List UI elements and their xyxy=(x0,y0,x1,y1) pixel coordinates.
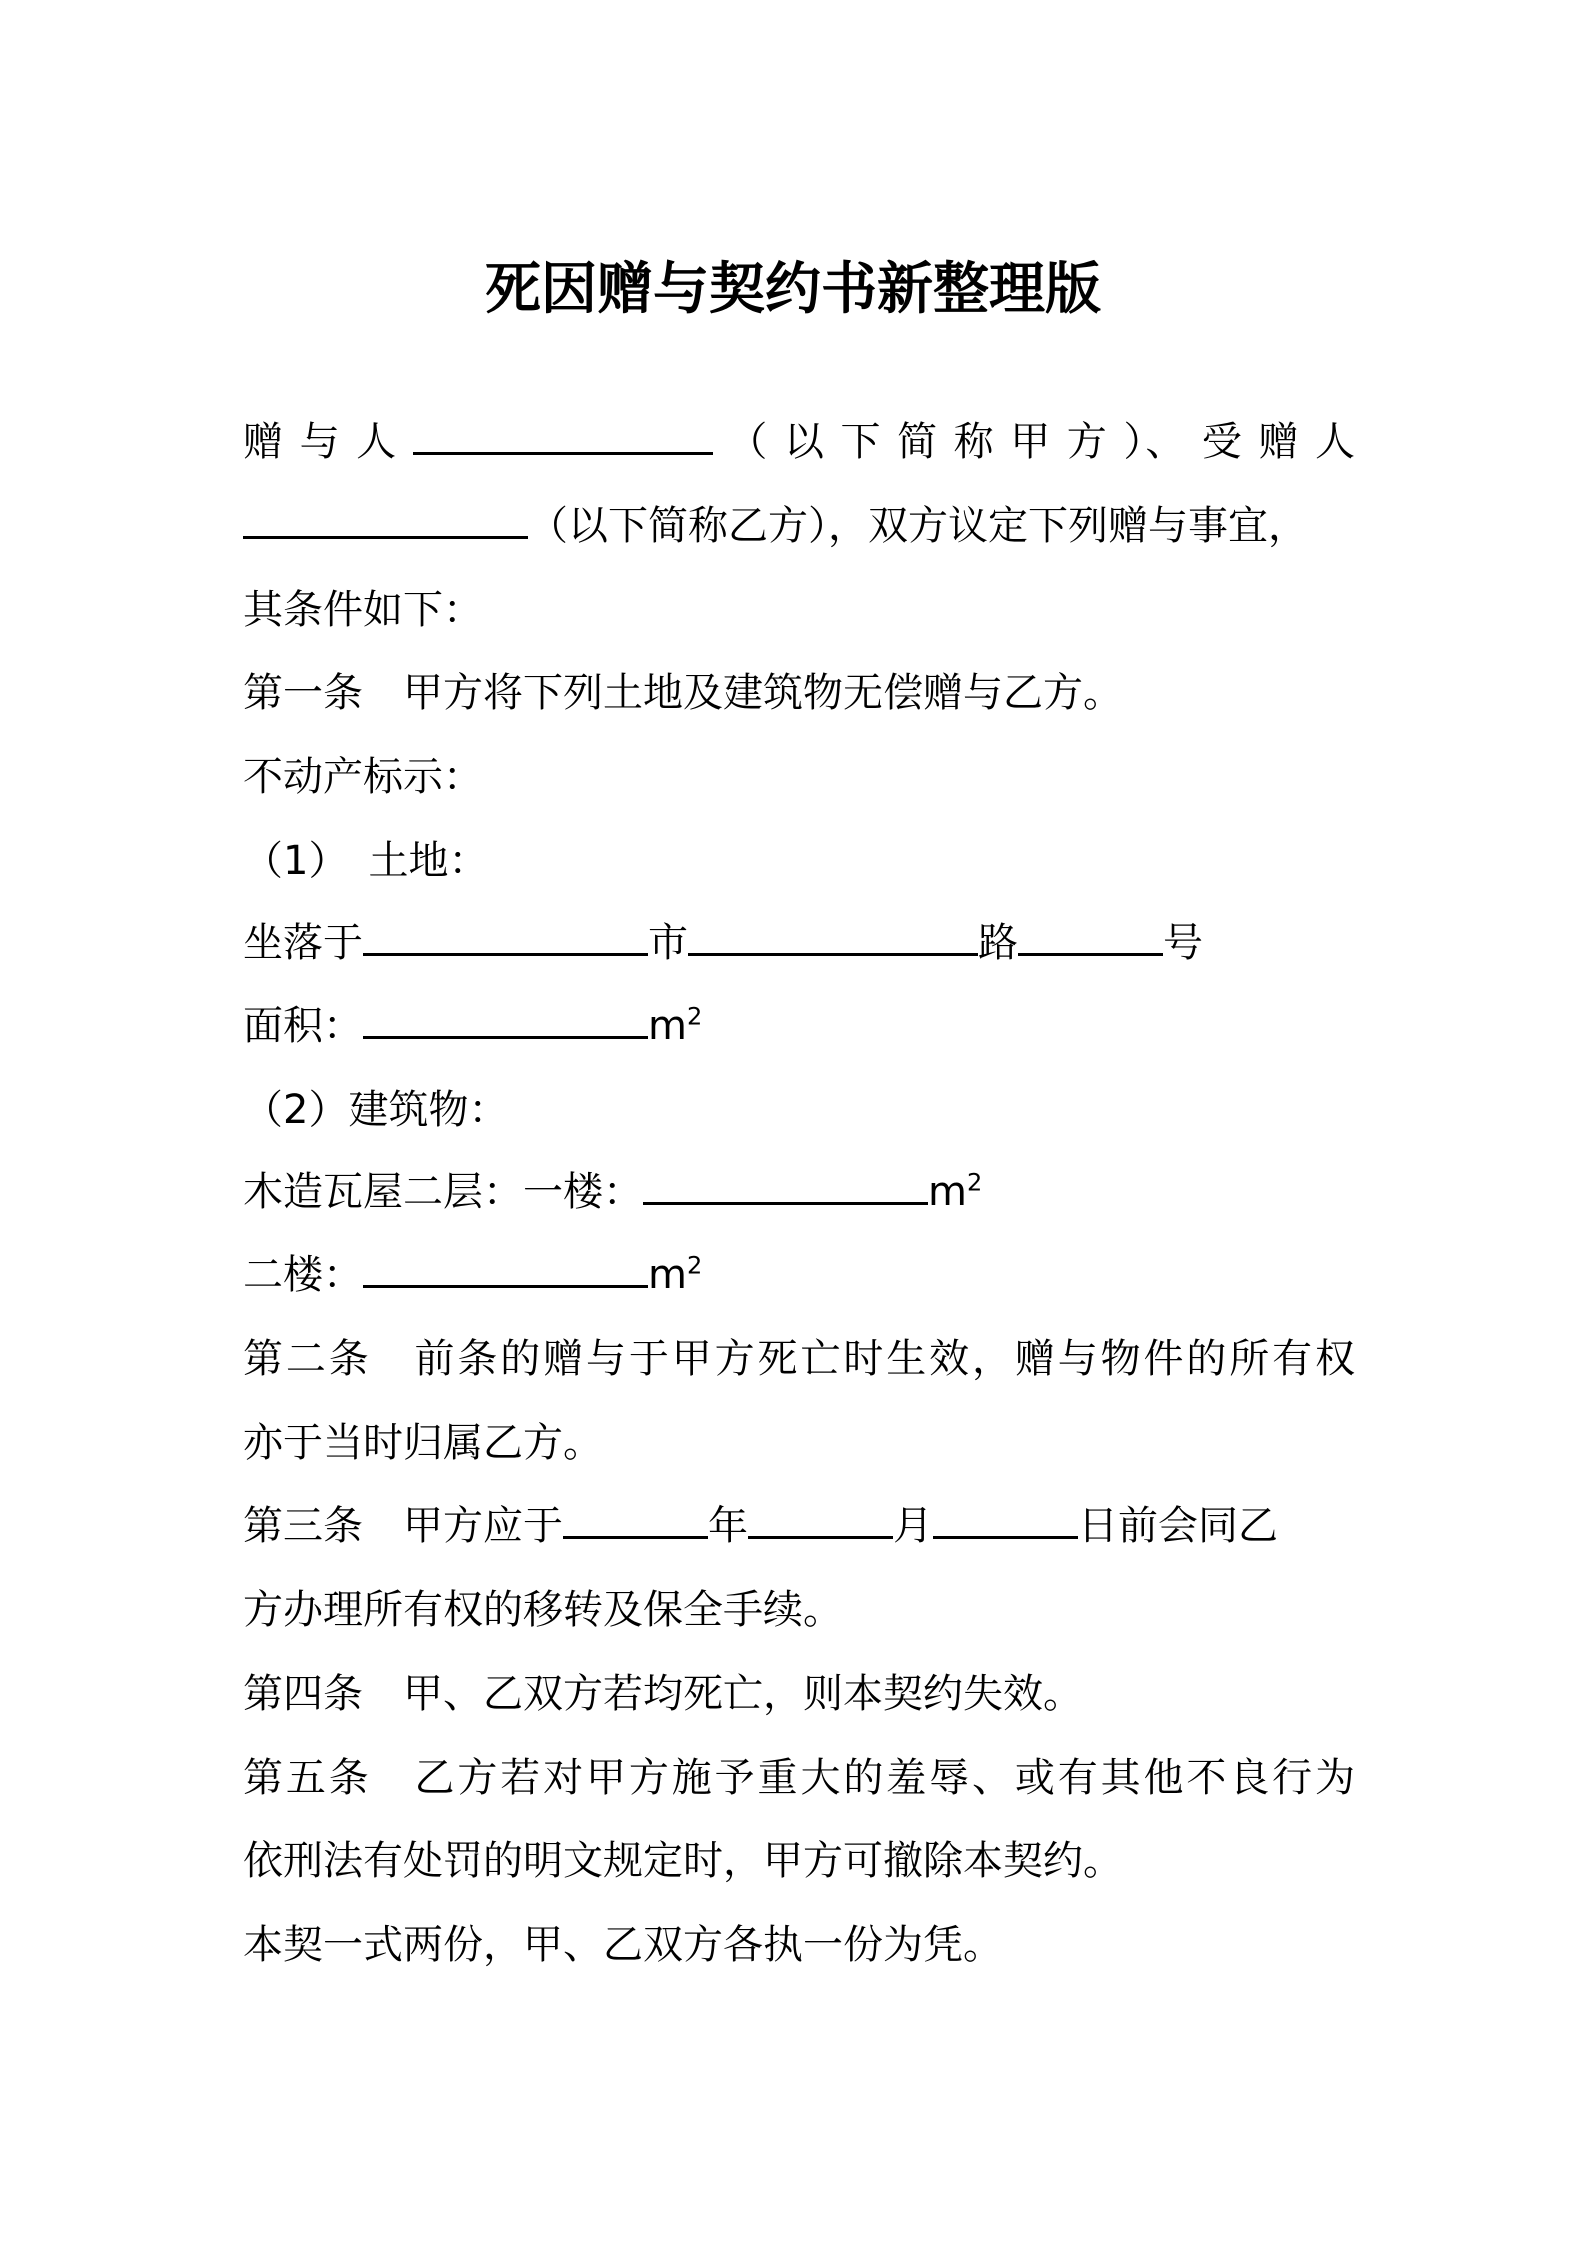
donee-label: 受 赠 人 xyxy=(1201,419,1356,465)
building-floor1-line xyxy=(243,1162,1355,1222)
intro-line-1 xyxy=(243,412,1355,472)
article-3-line-1 xyxy=(243,1496,1355,1556)
party-a-note: （ 以 下 简 称 甲 方 ） xyxy=(727,419,1146,465)
donee-blank[interactable] xyxy=(243,500,528,539)
closing-line: 本契一式两份，甲、乙双方各执一份为凭。 xyxy=(243,1922,1003,1968)
city-label: 市 xyxy=(648,920,688,966)
area-unit-superscript: 2 xyxy=(686,1002,703,1031)
land-heading: （1） 土地： xyxy=(243,838,489,884)
land-area-line xyxy=(243,996,1355,1056)
article-4: 第四条 甲、乙双方若均死亡，则本契约失效。 xyxy=(243,1671,1083,1717)
document-title: 死因赠与契约书新整理版 xyxy=(485,257,1101,322)
article-5-line-1: 第五条 乙方若对甲方施予重大的羞辱、或有其他不良行为 xyxy=(243,1755,1355,1801)
donor-blank[interactable] xyxy=(413,416,713,455)
city-blank[interactable] xyxy=(363,917,648,956)
article-2-line-2: 亦于当时归属乙方。 xyxy=(243,1420,603,1466)
land-location-line xyxy=(243,913,1355,973)
article-2-line-1: 第二条 前条的赠与于甲方死亡时生效，赠与物件的所有权 xyxy=(243,1336,1355,1382)
separator: 、 xyxy=(1145,419,1188,465)
year-blank[interactable] xyxy=(563,1500,708,1539)
location-prefix: 坐落于 xyxy=(243,920,363,966)
day-blank[interactable] xyxy=(933,1500,1078,1539)
day-rest: 日前会同乙 xyxy=(1078,1503,1278,1549)
party-b-note: （以下简称乙方），双方议定下列赠与事宜， xyxy=(528,503,1308,549)
month-blank[interactable] xyxy=(748,1500,893,1539)
area-unit: m xyxy=(648,1003,687,1049)
land-area-blank[interactable] xyxy=(363,1000,648,1039)
year-label: 年 xyxy=(708,1503,748,1549)
article-3-line-2: 方办理所有权的移转及保全手续。 xyxy=(243,1587,843,1633)
number-blank[interactable] xyxy=(1018,917,1163,956)
road-blank[interactable] xyxy=(688,917,978,956)
building-heading: （2）建筑物： xyxy=(243,1087,509,1133)
floor1-unit: m xyxy=(928,1169,967,1215)
donor-label: 赠 与 人 xyxy=(243,419,399,465)
property-label: 不动产标示： xyxy=(243,754,483,800)
number-label: 号 xyxy=(1163,920,1203,966)
floor1-unit-superscript: 2 xyxy=(966,1168,983,1197)
floor2-unit: m xyxy=(648,1252,687,1298)
floor2-label: 二楼： xyxy=(243,1252,363,1298)
month-label: 月 xyxy=(893,1503,933,1549)
article-5-line-2: 依刑法有处罚的明文规定时，甲方可撤除本契约。 xyxy=(243,1838,1123,1884)
article-1: 第一条 甲方将下列土地及建筑物无偿赠与乙方。 xyxy=(243,670,1123,716)
floor1-label: 木造瓦屋二层：一楼： xyxy=(243,1169,643,1215)
road-label: 路 xyxy=(978,920,1018,966)
floor2-blank[interactable] xyxy=(363,1249,648,1288)
intro-line-3: 其条件如下： xyxy=(243,587,483,633)
intro-line-2 xyxy=(243,496,1355,556)
area-label: 面积： xyxy=(243,1003,363,1049)
article3-prefix: 第三条 甲方应于 xyxy=(243,1503,563,1549)
building-floor2-line xyxy=(243,1245,1355,1305)
floor1-blank[interactable] xyxy=(643,1166,928,1205)
floor2-unit-superscript: 2 xyxy=(686,1251,703,1280)
